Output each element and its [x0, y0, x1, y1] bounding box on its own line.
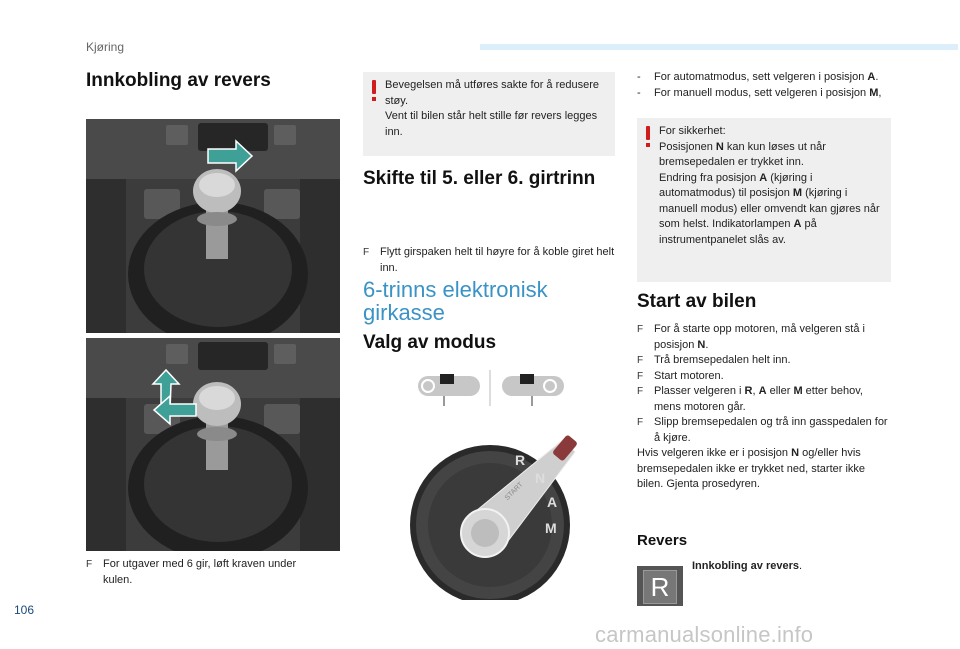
warning-line-2: Vent til bilen står helt stille før revers legges inn.	[385, 110, 598, 138]
dial-illustration	[395, 430, 585, 600]
gear-lever-illustration	[86, 338, 340, 551]
warning-line-1: Bevegelsen må utføres sakte for å redusere støy.	[385, 79, 599, 107]
start-step-2: F Trå bremsepedalen helt inn.	[637, 353, 891, 369]
gear-selector-dial	[395, 430, 585, 600]
reverse-letter: R	[643, 570, 677, 604]
dial-letter-a: A	[547, 494, 558, 510]
start-step-1: F For å starte opp motoren, må velgeren stå i posisjon N.	[637, 322, 891, 353]
safety-paragraph-2: Endring fra posisjon A (kjøring i automatmodus) til posisjon M (kjøring i manuell modus) eller omvendt kan gjøres når som helst. Indikatorlampen A på instrumentpanelet slås av.	[659, 171, 880, 246]
dial-letter-n: N	[535, 470, 546, 486]
mode-instructions	[637, 70, 891, 101]
gearbox-heading-line-2: girkasse	[363, 300, 445, 325]
steering-wheel-icon	[410, 368, 580, 408]
safety-paragraph-1: Posisjonen N kan kun løses ut når bremsepedalen er trykket inn.	[659, 140, 826, 168]
header-bar	[480, 44, 958, 50]
shift-instruction: F Flytt girspaken helt til høyre for å koble giret helt inn.	[363, 245, 615, 276]
warning-icon	[645, 126, 652, 148]
start-step-4: F Plasser velgeren i R, A eller M etter behov, mens motoren går.	[637, 384, 891, 415]
warning-box-safety	[637, 118, 891, 282]
section-label: Kjøring	[86, 40, 125, 54]
dial-letter-r: R	[515, 452, 526, 468]
mode-select-heading: Valg av modus	[363, 332, 497, 353]
revers-heading: Revers	[637, 532, 688, 549]
gear-lever-photo-bottom	[86, 338, 340, 551]
revers-text: Innkobling av revers.	[692, 560, 803, 572]
start-step-3: F Start motoren.	[637, 369, 891, 385]
start-heading: Start av bilen	[637, 291, 757, 312]
auto-mode-line: - For automatmodus, sett velgeren i posisjon A.	[637, 70, 891, 86]
caption-6-speed: F For utgaver med 6 gir, løft kraven under kulen.	[86, 557, 326, 588]
dial-letter-m: M	[545, 520, 557, 536]
mode-diagram-icons	[410, 368, 580, 408]
dial-start-label: START	[503, 481, 525, 502]
start-steps	[637, 322, 891, 493]
page-number: 106	[14, 603, 35, 617]
reverse-heading: Innkobling av revers	[86, 70, 271, 91]
gear-lever-illustration	[86, 119, 340, 333]
start-step-5: F Slipp bremsepedalen og trå inn gasspedalen for å kjøre.	[637, 415, 891, 446]
gearbox-heading	[363, 278, 548, 324]
shift-5-6-heading: Skifte til 5. eller 6. girtrinn	[363, 168, 596, 189]
gear-lever-photo-top	[86, 119, 340, 333]
gearbox-heading-line-1: 6-trinns elektronisk	[363, 277, 548, 302]
manual-mode-line: - For manuell modus, sett velgeren i posisjon M,	[637, 86, 891, 102]
watermark: carmanualsonline.info	[595, 622, 814, 647]
reverse-indicator-icon	[637, 566, 683, 606]
warning-box-reverse	[363, 72, 615, 156]
warning-icon	[371, 80, 378, 102]
safety-title: For sikkerhet:	[659, 125, 726, 137]
start-note: Hvis velgeren ikke er i posisjon N og/eller hvis bremsepedalen ikke er trykket ned, starter ikke bilen. Gjenta prosedyren.	[637, 447, 866, 490]
